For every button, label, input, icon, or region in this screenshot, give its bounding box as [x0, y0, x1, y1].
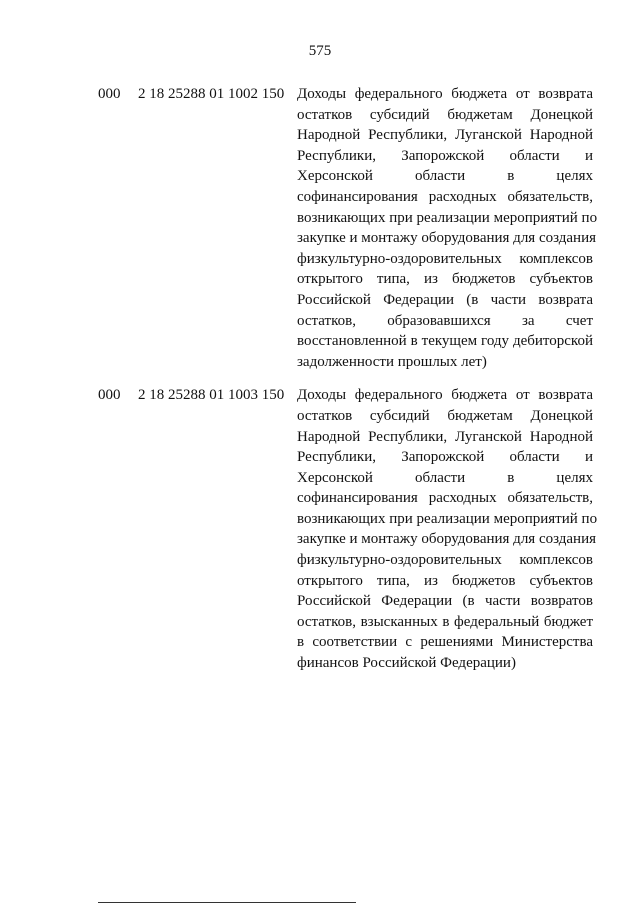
description-line: софинансирования расходных обязательств, [297, 490, 593, 507]
description-line: остатков, образовавшихся за счет [297, 312, 593, 329]
classification-code: 2 18 25288 01 1003 150 [138, 387, 285, 404]
description-line: возникающих при реализации мероприятий по [297, 209, 598, 226]
admin-code: 000 [98, 387, 121, 404]
description-line: возникающих при реализации мероприятий по [297, 510, 598, 527]
description-line: открытого типа, из бюджетов субъектов [297, 271, 593, 288]
description-line: остатков субсидий бюджетам Донецкой [297, 106, 593, 123]
footer-divider [98, 902, 356, 903]
description-line: остатков субсидий бюджетам Донецкой [297, 407, 593, 424]
description-line: физкультурно-оздоровительных комплексов [297, 552, 593, 569]
table-row [0, 385, 640, 673]
description-line: Народной Республики, Луганской Народной [297, 127, 593, 144]
description-line: софинансирования расходных обязательств, [297, 188, 593, 205]
description-line: Российской Федерации (в части возврата [297, 291, 593, 308]
description-line: в соответствии с решениями Министерства [297, 634, 593, 651]
description-line: закупке и монтажу оборудования для создания [297, 531, 597, 548]
description-line: восстановленной в текущем году дебиторской [297, 333, 593, 350]
admin-code: 000 [98, 86, 121, 102]
revenue-description [297, 385, 598, 673]
description-line: Республики, Запорожской области и [297, 147, 593, 164]
description-line: Херсонской области в целях [297, 168, 593, 185]
description-line: закупке и монтажу оборудования для создания [297, 230, 597, 247]
classification-code: 2 18 25288 01 1002 150 [138, 86, 285, 102]
description-line: задолженности прошлых лет) [297, 353, 487, 370]
page-number: 575 [308, 43, 332, 59]
table-row [0, 84, 640, 372]
description-line: остатков, взысканных в федеральный бюджет [297, 613, 593, 630]
description-line: Доходы федерального бюджета от возврата [297, 387, 593, 404]
revenue-description [297, 84, 598, 372]
description-line: Российской Федерации (в части возвратов [297, 593, 593, 610]
description-line: Доходы федерального бюджета от возврата [297, 86, 593, 102]
description-line: открытого типа, из бюджетов субъектов [297, 572, 593, 589]
description-line: Республики, Запорожской области и [297, 449, 593, 466]
revenue-code-table [0, 84, 640, 687]
description-line: финансов Российской Федерации) [297, 655, 516, 672]
description-line: физкультурно-оздоровительных комплексов [297, 250, 593, 267]
description-line: Херсонской области в целях [297, 469, 593, 486]
description-line: Народной Республики, Луганской Народной [297, 428, 593, 445]
